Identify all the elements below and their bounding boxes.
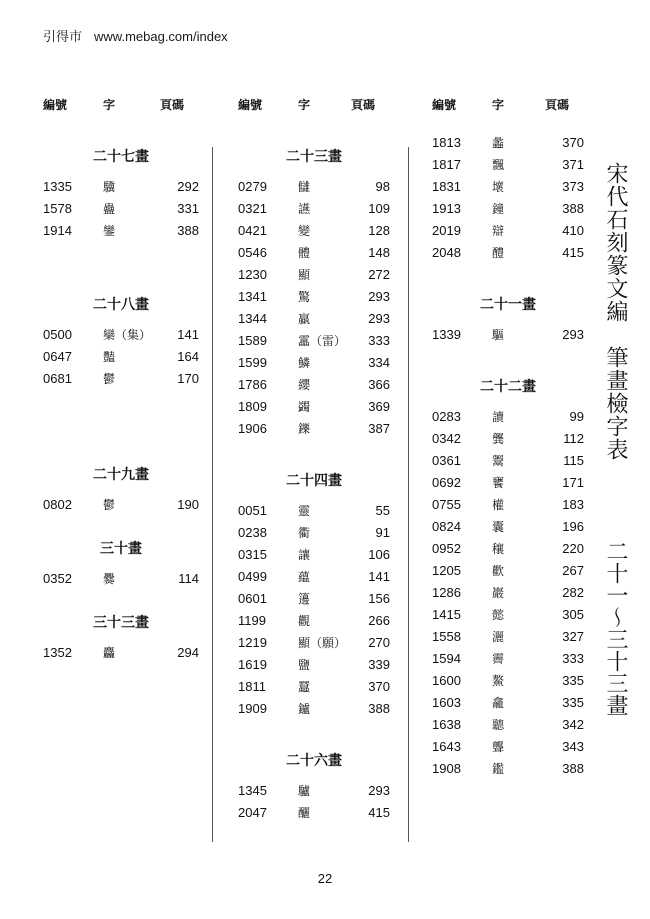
entry-character: 巖 — [492, 586, 505, 600]
entry-page: 335 — [562, 673, 584, 688]
stroke-group-title: 三十畫 — [100, 541, 142, 557]
entry-number: 1578 — [43, 201, 72, 216]
index-entry — [43, 494, 199, 516]
entry-number: 0681 — [43, 371, 72, 386]
entry-character: 囊 — [492, 520, 505, 534]
index-entry — [432, 714, 584, 736]
entry-number: 1809 — [238, 399, 267, 414]
index-entry — [432, 176, 584, 198]
entry-page: 183 — [562, 497, 584, 512]
entry-number: 0051 — [238, 503, 267, 518]
entry-page: 343 — [562, 739, 584, 754]
entry-character: 聽 — [492, 718, 505, 732]
index-entry — [238, 500, 390, 522]
stroke-group-continued — [432, 132, 584, 264]
index-entry — [432, 538, 584, 560]
index-entry — [432, 406, 584, 428]
entry-character: 龕 — [492, 696, 505, 710]
entry-page: 91 — [375, 525, 390, 540]
entry-character: 鬻 — [492, 454, 505, 468]
index-entry — [432, 198, 584, 220]
entry-character: 飄 — [492, 158, 505, 172]
entry-character: 麤 — [103, 646, 116, 660]
stroke-group — [43, 294, 199, 390]
index-entry — [238, 632, 390, 654]
header-number: 編號 — [238, 98, 263, 112]
entry-number: 1335 — [43, 179, 72, 194]
stroke-group-title: 二十一畫 — [480, 297, 536, 313]
entry-character: 驅 — [492, 328, 505, 342]
index-entry — [432, 132, 584, 154]
entry-number: 2047 — [238, 805, 267, 820]
entry-number: 0500 — [43, 327, 72, 342]
entry-character: 鬱 — [103, 498, 116, 512]
entry-character: 體 — [298, 246, 311, 260]
index-entry — [238, 242, 390, 264]
stroke-group — [43, 538, 199, 590]
index-entry — [238, 566, 390, 588]
entry-number: 1341 — [238, 289, 267, 304]
entry-character: 豔 — [103, 350, 116, 364]
entry-page: 141 — [368, 569, 390, 584]
entry-number: 1352 — [43, 645, 72, 660]
site-name: 引得市 — [43, 29, 83, 44]
entry-number: 0361 — [432, 453, 461, 468]
stroke-group — [238, 750, 390, 824]
entry-character: 驢 — [298, 784, 311, 798]
entry-character: 鹽 — [298, 658, 311, 672]
index-entry — [238, 220, 390, 242]
index-entry — [432, 324, 584, 346]
stroke-group — [238, 146, 390, 440]
entry-character: 讓 — [298, 548, 311, 562]
entry-character: 釃 — [298, 806, 311, 820]
entry-number: 0352 — [43, 571, 72, 586]
header-page: 頁碼 — [545, 98, 570, 112]
index-entry — [432, 242, 584, 264]
stroke-group-title: 二十七畫 — [93, 149, 149, 165]
entry-page: 148 — [368, 245, 390, 260]
entry-page: 373 — [562, 179, 584, 194]
entry-page: 415 — [368, 805, 390, 820]
index-entry — [238, 396, 390, 418]
entry-character: 權 — [492, 498, 505, 512]
book-title-vertical: 宋代石刻篆文編 筆畫檢字表 — [603, 162, 628, 461]
entry-number: 1415 — [432, 607, 461, 622]
stroke-group-title: 二十二畫 — [480, 379, 536, 395]
entry-page: 388 — [368, 701, 390, 716]
entry-number: 0692 — [432, 475, 461, 490]
entry-character: 辯 — [492, 224, 505, 238]
index-column-3 — [432, 96, 584, 780]
entry-page: 170 — [177, 371, 199, 386]
entry-page: 156 — [368, 591, 390, 606]
index-entry — [238, 286, 390, 308]
index-entry — [432, 472, 584, 494]
entry-page: 293 — [368, 311, 390, 326]
entry-page: 366 — [368, 377, 390, 392]
stroke-group-title: 二十八畫 — [93, 297, 149, 313]
entry-number: 1811 — [238, 679, 266, 694]
entry-number: 1908 — [432, 761, 461, 776]
entry-character: 讎 — [298, 180, 311, 194]
entry-page: 109 — [368, 201, 390, 216]
entry-number: 1813 — [432, 135, 461, 150]
page-number: 22 — [317, 871, 333, 886]
entry-page: 410 — [562, 223, 584, 238]
entry-page: 220 — [562, 541, 584, 556]
entry-number: 0315 — [238, 547, 267, 562]
index-entry — [43, 368, 199, 390]
entry-character: 鑪 — [298, 702, 311, 716]
entry-character: 籩 — [298, 592, 311, 606]
stroke-group-title: 二十四畫 — [286, 473, 342, 489]
entry-character: 聾 — [492, 740, 505, 754]
stroke-group — [43, 612, 199, 664]
entry-number: 1786 — [238, 377, 267, 392]
stroke-group-title: 二十三畫 — [286, 149, 342, 165]
entry-page: 370 — [562, 135, 584, 150]
entry-page: 112 — [563, 431, 584, 446]
index-entry — [432, 604, 584, 626]
entry-page: 292 — [177, 179, 199, 194]
index-entry — [432, 736, 584, 758]
index-entry — [432, 428, 584, 450]
entry-character: 霽 — [492, 652, 505, 666]
stroke-group — [43, 464, 199, 516]
index-entry — [238, 544, 390, 566]
entry-character: 灑 — [492, 630, 505, 644]
entry-character: 欒（集） — [103, 328, 152, 342]
entry-page: 327 — [562, 629, 584, 644]
entry-character: 鬱 — [103, 372, 116, 386]
index-entry — [238, 698, 390, 720]
index-entry — [43, 220, 199, 242]
entry-number: 1344 — [238, 311, 267, 326]
entry-character: 變 — [298, 224, 311, 238]
header-character: 字 — [298, 98, 311, 112]
entry-page: 293 — [368, 783, 390, 798]
entry-character: 顯 — [298, 268, 311, 282]
entry-page: 339 — [368, 657, 390, 672]
entry-page: 128 — [368, 223, 390, 238]
stroke-group-title: 二十九畫 — [93, 467, 149, 483]
entry-character: 醴 — [492, 246, 505, 260]
index-entry — [432, 582, 584, 604]
entry-character: 驚 — [298, 290, 311, 304]
index-entry — [238, 176, 390, 198]
entry-page: 388 — [177, 223, 199, 238]
entry-number: 0802 — [43, 497, 72, 512]
entry-number: 1603 — [432, 695, 461, 710]
header-page: 頁碼 — [351, 98, 376, 112]
index-entry — [43, 346, 199, 368]
entry-character: 蘊 — [298, 570, 311, 584]
index-entry — [432, 154, 584, 176]
column-divider — [408, 147, 409, 842]
entry-page: 415 — [562, 245, 584, 260]
stroke-group — [238, 470, 390, 720]
entry-number: 0952 — [432, 541, 461, 556]
entry-number: 0546 — [238, 245, 267, 260]
entry-number: 1339 — [432, 327, 461, 342]
entry-number: 0342 — [432, 431, 461, 446]
entry-character: 饔 — [492, 476, 505, 490]
entry-page: 334 — [368, 355, 390, 370]
entry-page: 369 — [368, 399, 390, 414]
entry-page: 99 — [569, 409, 584, 424]
entry-character: 鑑 — [492, 762, 505, 776]
entry-character: 讀 — [492, 410, 505, 424]
entry-character: 鱗 — [298, 356, 311, 370]
entry-page: 342 — [562, 717, 584, 732]
index-entry — [432, 516, 584, 538]
entry-character: 驥 — [103, 180, 116, 194]
entry-page: 388 — [562, 761, 584, 776]
entry-page: 371 — [562, 157, 584, 172]
entry-number: 0601 — [238, 591, 267, 606]
entry-number: 1906 — [238, 421, 267, 436]
entry-character: 穰 — [492, 542, 505, 556]
entry-character: 讌 — [298, 202, 311, 216]
entry-character: 顯（願） — [298, 636, 347, 650]
entry-character: 觀 — [298, 614, 311, 628]
entry-character: 贏 — [298, 312, 311, 326]
index-entry — [238, 654, 390, 676]
entry-page: 293 — [368, 289, 390, 304]
index-entry — [238, 374, 390, 396]
index-entry — [238, 780, 390, 802]
index-entry — [43, 176, 199, 198]
entry-page: 293 — [562, 327, 584, 342]
stroke-group-title: 二十六畫 — [286, 753, 342, 769]
index-entry — [432, 626, 584, 648]
entry-number: 0647 — [43, 349, 72, 364]
index-entry — [238, 588, 390, 610]
entry-number: 0238 — [238, 525, 267, 540]
entry-number: 1230 — [238, 267, 267, 282]
entry-character: 衢 — [298, 526, 311, 540]
entry-number: 2048 — [432, 245, 461, 260]
header-number: 編號 — [432, 98, 457, 112]
index-entry — [43, 324, 199, 346]
index-column-2 — [238, 96, 390, 824]
entry-character: 蠱 — [103, 202, 116, 216]
index-entry — [43, 642, 199, 664]
entry-page: 190 — [177, 497, 199, 512]
entry-number: 1594 — [432, 651, 461, 666]
index-entry — [43, 198, 199, 220]
index-entry — [238, 264, 390, 286]
entry-page: 305 — [562, 607, 584, 622]
entry-number: 1599 — [238, 355, 267, 370]
entry-number: 0321 — [238, 201, 267, 216]
column-header — [432, 96, 584, 116]
index-entry — [238, 330, 390, 352]
index-entry — [432, 692, 584, 714]
entry-page: 331 — [177, 201, 199, 216]
entry-page: 266 — [368, 613, 390, 628]
entry-page: 282 — [562, 585, 584, 600]
column-divider — [212, 147, 213, 842]
index-entry — [238, 198, 390, 220]
entry-page: 171 — [562, 475, 584, 490]
entry-number: 1909 — [238, 701, 267, 716]
entry-page: 106 — [368, 547, 390, 562]
entry-number: 1914 — [43, 223, 72, 238]
header-character: 字 — [492, 98, 505, 112]
entry-number: 0421 — [238, 223, 267, 238]
index-entry — [238, 676, 390, 698]
index-entry — [432, 450, 584, 472]
entry-page: 370 — [368, 679, 390, 694]
site-url[interactable]: www.mebag.com/index — [94, 29, 228, 44]
entry-number: 0279 — [238, 179, 267, 194]
entry-character: 靁（雷） — [298, 334, 347, 348]
entry-character: 鑠 — [298, 422, 311, 436]
entry-page: 98 — [375, 179, 390, 194]
header-number: 編號 — [43, 98, 68, 112]
site-header — [43, 26, 228, 45]
header-character: 字 — [103, 98, 116, 112]
index-entry — [238, 352, 390, 374]
entry-page: 388 — [562, 201, 584, 216]
entry-page: 164 — [177, 349, 199, 364]
entry-character: 爨 — [103, 572, 116, 586]
index-entry — [432, 758, 584, 780]
stroke-group — [432, 294, 584, 346]
stroke-range-vertical: 二十一～三十三畫 — [603, 540, 628, 716]
entry-character: 蠶 — [298, 680, 311, 694]
entry-number: 1600 — [432, 673, 461, 688]
entry-page: 272 — [368, 267, 390, 282]
entry-page: 335 — [562, 695, 584, 710]
stroke-group — [432, 376, 584, 780]
entry-page: 196 — [562, 519, 584, 534]
index-entry — [432, 560, 584, 582]
entry-number: 0755 — [432, 497, 461, 512]
header-page: 頁碼 — [160, 98, 185, 112]
entry-character: 鰲 — [492, 674, 505, 688]
entry-number: 2019 — [432, 223, 461, 238]
entry-page: 55 — [375, 503, 390, 518]
index-entry — [43, 568, 199, 590]
entry-character: 壞 — [492, 180, 505, 194]
index-entry — [238, 610, 390, 632]
index-entry — [432, 670, 584, 692]
entry-character: 鑾 — [103, 224, 116, 238]
entry-character: 龔 — [492, 432, 505, 446]
index-entry — [238, 308, 390, 330]
index-entry — [238, 418, 390, 440]
entry-character: 纓 — [298, 378, 311, 392]
entry-page: 114 — [178, 571, 199, 586]
entry-page: 141 — [177, 327, 199, 342]
entry-number: 1913 — [432, 201, 461, 216]
entry-number: 1638 — [432, 717, 461, 732]
entry-number: 1345 — [238, 783, 267, 798]
entry-number: 0499 — [238, 569, 267, 584]
index-entry — [432, 220, 584, 242]
entry-number: 1558 — [432, 629, 461, 644]
entry-number: 0824 — [432, 519, 461, 534]
entry-number: 1831 — [432, 179, 461, 194]
entry-page: 270 — [368, 635, 390, 650]
stroke-group-title: 三十三畫 — [93, 615, 149, 631]
column-header — [238, 96, 390, 116]
stroke-group — [43, 146, 199, 242]
index-entry — [432, 648, 584, 670]
entry-page: 267 — [562, 563, 584, 578]
entry-page: 115 — [563, 453, 584, 468]
index-entry — [238, 802, 390, 824]
entry-number: 1589 — [238, 333, 267, 348]
entry-character: 歡 — [492, 564, 505, 578]
entry-number: 1205 — [432, 563, 461, 578]
entry-page: 387 — [368, 421, 390, 436]
index-entry — [238, 522, 390, 544]
entry-number: 1286 — [432, 585, 461, 600]
entry-number: 1199 — [238, 613, 266, 628]
entry-character: 蠡 — [492, 136, 505, 150]
entry-number: 1619 — [238, 657, 267, 672]
index-entry — [432, 494, 584, 516]
entry-number: 1817 — [432, 157, 461, 172]
index-column-1 — [43, 96, 199, 664]
entry-number: 1219 — [238, 635, 267, 650]
entry-character: 鐘 — [492, 202, 505, 216]
entry-page: 333 — [562, 651, 584, 666]
entry-character: 靈 — [298, 504, 311, 518]
entry-number: 1643 — [432, 739, 461, 754]
entry-number: 0283 — [432, 409, 461, 424]
entry-page: 294 — [177, 645, 199, 660]
entry-character: 懿 — [492, 608, 505, 622]
entry-character: 蠲 — [298, 400, 311, 414]
entry-page: 333 — [368, 333, 390, 348]
column-header — [43, 96, 199, 116]
